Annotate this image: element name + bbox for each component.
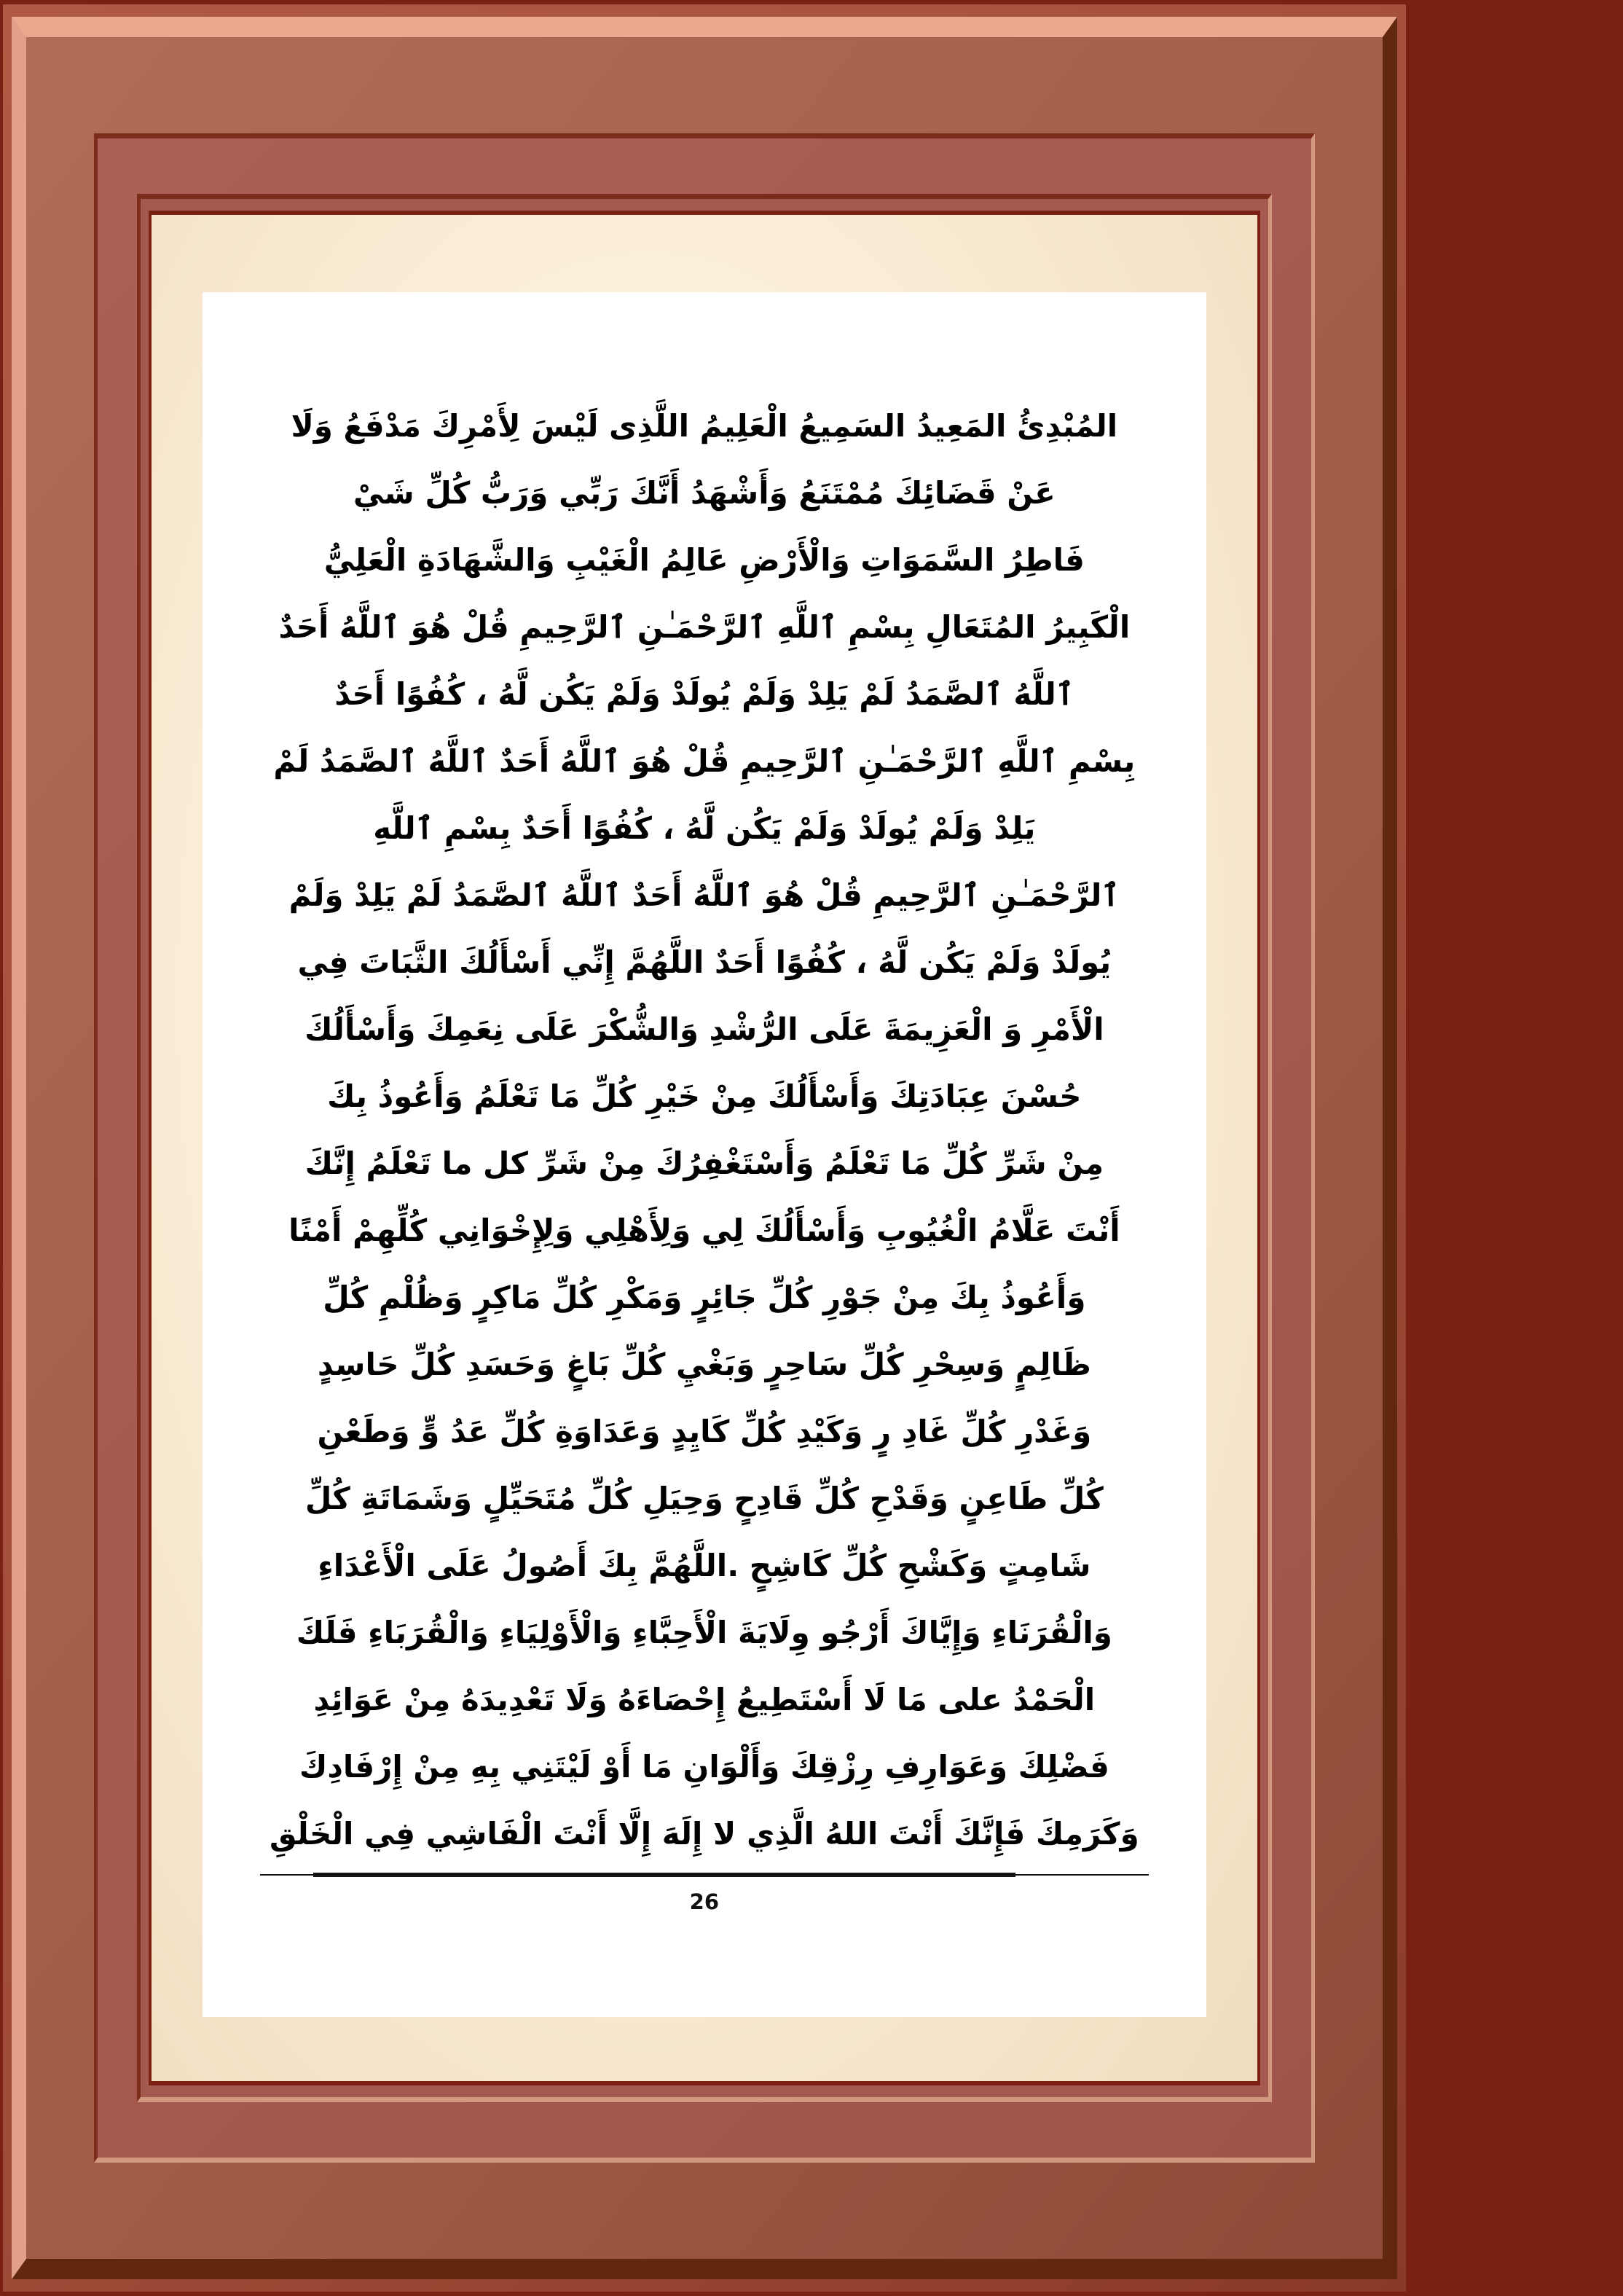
prayer-text-line: يُولَدْ وَلَمْ يَكُن لَّهُ ، كُفُوًا أَحَدٌ اللَّهُمَّ إِنِّي أَسْأَلُكَ الثَّبَاتَ فِي — [297, 944, 1112, 980]
prayer-text-block — [270, 393, 1139, 1868]
prayer-text-line: وَالْقُرَنَاءِ وَإِيَّاكَ أَرْجُو وِلَايَةَ الْأَحِبَّاءِ وَالْأَوْلِيَاءِ وَالْقُرَبَاءِ فَلَكَ — [296, 1615, 1112, 1650]
prayer-text-line: ظَالِمٍ وَسِحْرِ كُلِّ سَاحِرٍ وَبَغْيِ كُلِّ بَاغٍ وَحَسَدِ كُلِّ حَاسِدٍ — [317, 1347, 1091, 1382]
page-number: 26 — [689, 1889, 720, 1914]
footer-divider — [260, 1872, 1149, 1878]
frame-inner-lip — [149, 211, 1260, 2085]
prayer-text-line: أَنْتَ عَلَّامُ الْغُيُوبِ وَأَسْأَلُكَ لِي وَلِأَهْلِي وَلِإِخْوَانِي كُلِّهِمْ أَمْنًا — [288, 1212, 1120, 1248]
prayer-text-line: وَكَرَمِكَ فَإِنَّكَ أَنْتَ اللهُ الَّذِي لا إِلَهَ إِلَّا أَنْتَ الْفَاشِي فِي الْخَلْقِ — [270, 1816, 1139, 1852]
prayer-text-line: الْكَبِيرُ المُتَعَالِ بِسْمِ ٱللَّهِ ٱلرَّحْمَـٰنِ ٱلرَّحِيمِ قُلْ هُوَ ٱللَّهُ أَحَدٌ — [278, 609, 1131, 645]
prayer-text-line: مِنْ شَرِّ كُلِّ مَا تَعْلَمُ وَأَسْتَغْفِرُكَ مِنْ شَرِّ كل ما تَعْلَمُ إِنَّكَ — [304, 1145, 1104, 1181]
prayer-text-line: وَغَدْرِ كُلِّ غَادِ رٍ وَكَيْدِ كُلِّ كَايِدٍ وَعَدَاوَةِ كُلِّ عَدُ وٍّ وَطَعْنِ — [317, 1414, 1092, 1449]
prayer-text-line: كُلِّ طَاعِنٍ وَقَدْحِ كُلِّ قَادِحٍ وَحِيَلِ كُلِّ مُتَحَيِّلٍ وَشَمَاتَةِ كُلِّ — [304, 1481, 1104, 1516]
frame-groove-2 — [137, 194, 1272, 2102]
prayer-text-line: يَلِدْ وَلَمْ يُولَدْ وَلَمْ يَكُن لَّهُ ، كُفُوًا أَحَدٌ بِسْمِ ٱللَّهِ — [373, 810, 1036, 846]
frame-band-1 — [26, 37, 1383, 2259]
frame-bevel — [12, 17, 1397, 2279]
frame-outer-molding — [3, 4, 1406, 2292]
document-page — [203, 292, 1206, 2017]
footer-divider-thick-rule — [313, 1873, 1015, 1877]
prayer-text-line: حُسْنَ عِبَادَتِكَ وَأَسْأَلُكَ مِنْ خَيْرِ كُلِّ مَا تَعْلَمُ وَأَعُوذُ بِكَ — [327, 1078, 1082, 1114]
prayer-text-line: الْأَمْرِ وَ الْعَزِيمَةَ عَلَى الرُّشْدِ وَالشُّكْرَ عَلَى نِعَمِكَ وَأَسْأَلُكَ — [304, 1011, 1104, 1047]
prayer-text-line: المُبْدِئُ المَعِيدُ السَمِيعُ الْعَلِيمُ اللَّذِى لَيْسَ لِأَمْرِكَ مَدْفَعُ وَلَا — [291, 408, 1118, 444]
prayer-text-line: ٱللَّهُ ٱلصَّمَدُ لَمْ يَلِدْ وَلَمْ يُولَدْ وَلَمْ يَكُن لَّهُ ، كُفُوًا أَحَدٌ — [334, 676, 1074, 712]
prayer-text-line: فَضْلِكَ وَعَوَارِفِ رِزْقِكَ وَأَلْوَانِ مَا أَوْ لَيْتَنِي بِهِ مِنْ إِرْفَادِكَ — [299, 1749, 1109, 1784]
prayer-text-line: وَأَعُوذُ بِكَ مِنْ جَوْرِ كُلِّ جَائِرٍ وَمَكْرِ كُلِّ مَاكِرٍ وَظُلْمِ كُلِّ — [323, 1280, 1086, 1315]
frame-band-2 — [98, 138, 1311, 2158]
prayer-text-line: عَنْ قَضَائِكَ مُمْتَنَعُ وَأَشْهَدُ أَنَّكَ رَبِّي وَرَبُّ كُلِّ شَيْ — [353, 475, 1056, 511]
mat-board — [152, 215, 1257, 2081]
prayer-text-line: بِسْمِ ٱللَّهِ ٱلرَّحْمَـٰنِ ٱلرَّحِيمِ قُلْ هُوَ ٱللَّهُ أَحَدٌ ٱللَّهُ ٱلصَّمَدُ لَمْ — [273, 743, 1136, 779]
prayer-text-line: فَاطِرُ السَّمَوَاتِ وَالْأَرْضِ عَالِمُ الْغَيْبِ وَالشَّهَادَةِ الْعَلِيُّ — [323, 542, 1085, 578]
frame-band-3 — [141, 199, 1268, 2097]
prayer-text-line: الْحَمْدُ على مَا لَا أَسْتَطِيعُ إِحْصَاءَهُ وَلَا تَعْدِيدَهُ مِنْ عَوَائِدِ — [313, 1682, 1096, 1717]
prayer-text-line: شَامِتٍ وَكَشْحِ كُلِّ كَاشِحٍ .اللَّهُمَّ بِكَ أَصُولُ عَلَى الْأَعْدَاءِ — [318, 1548, 1091, 1583]
frame-groove-1 — [94, 133, 1315, 2163]
prayer-text-line: ٱلرَّحْمَـٰنِ ٱلرَّحِيمِ قُلْ هُوَ ٱللَّهُ أَحَدٌ ٱللَّهُ ٱلصَّمَدُ لَمْ يَلِدْ وَلَمْ — [288, 877, 1120, 913]
